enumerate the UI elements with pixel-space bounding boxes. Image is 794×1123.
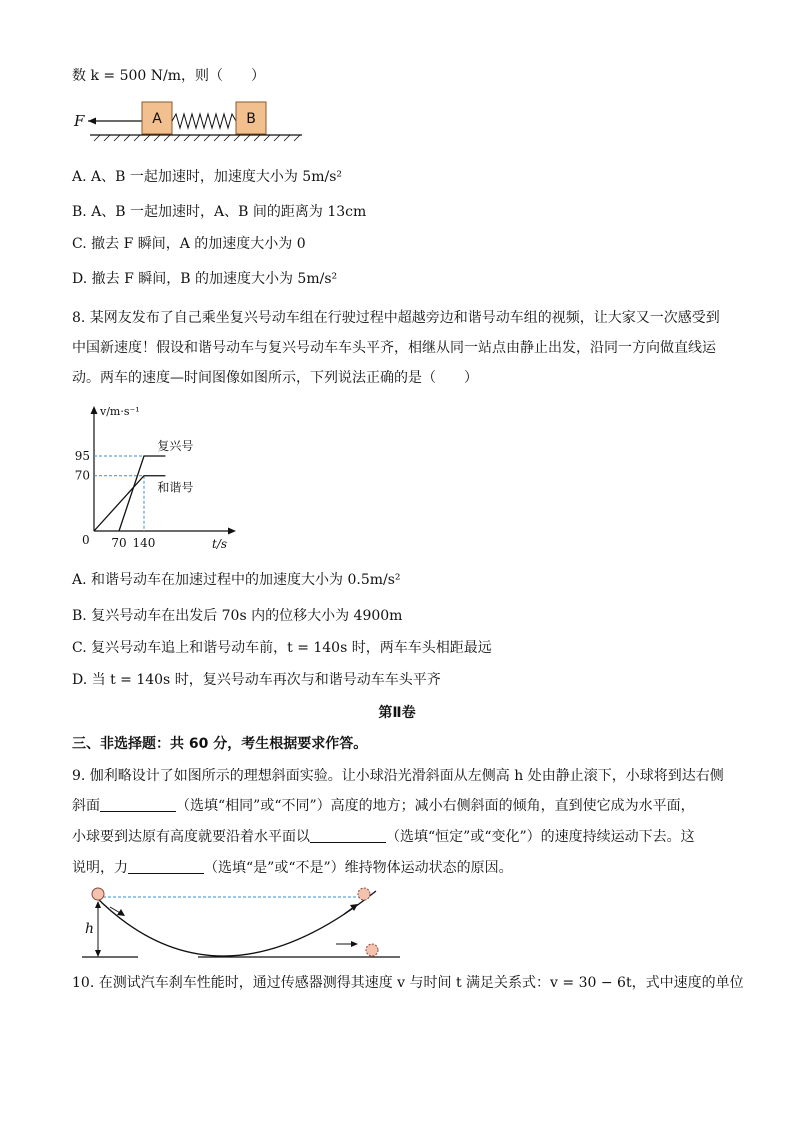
x-axis-arrow bbox=[228, 528, 236, 535]
vt-chart bbox=[70, 398, 250, 558]
q10-line-1: 10. 在测试汽车刹车性能时，通过传感器测得其速度 v 与时间 t 满足关系式：v = 30 − 6t，式中速度的单位 bbox=[72, 975, 744, 991]
block-b-label: B bbox=[246, 111, 256, 127]
q9-line-2-start: 斜面 bbox=[72, 798, 100, 814]
motion-arrowhead-floor bbox=[351, 941, 358, 947]
q9-blank-1[interactable] bbox=[100, 797, 176, 812]
curved-incline bbox=[94, 891, 376, 956]
series-label-fuxing: 复兴号 bbox=[157, 438, 194, 453]
y-axis-arrow bbox=[91, 406, 98, 414]
ball-right-incline bbox=[358, 888, 370, 900]
q9-line-4-end: （选填“是”或“不是”）维持物体运动状态的原因。 bbox=[204, 860, 513, 876]
force-label: F bbox=[74, 112, 85, 130]
q7-option-a: A. A、B 一起加速时，加速度大小为 5m/s² bbox=[72, 169, 343, 185]
ball-start bbox=[92, 888, 104, 900]
height-arrow-top bbox=[95, 901, 101, 908]
ground-hatch bbox=[94, 135, 300, 141]
q9-line-2 bbox=[72, 797, 695, 815]
q8-stem-line-1: 8. 某网友发布了自己乘坐复兴号动车组在行驶过程中超越旁边和谐号动车组的视频，让大家又一次感受到 bbox=[72, 310, 720, 326]
series-label-hexie: 和谐号 bbox=[157, 480, 194, 495]
q9-line-1: 9. 伽利略设计了如图所示的理想斜面实验。让小球沿光滑斜面从左侧高 h 处由静止滚下，小球将到达右侧 bbox=[72, 768, 724, 784]
section-title: 第Ⅱ卷 bbox=[378, 705, 416, 721]
q8-stem-line-2: 中国新速度！假设和谐号动车与复兴号动车车头平齐，相继从同一站点由静止出发，沿同一方向做直线运 bbox=[72, 340, 716, 356]
height-label: h bbox=[85, 921, 95, 937]
force-arrowhead bbox=[88, 118, 96, 125]
q8-stem-line-3: 动。两车的速度—时间图像如图所示，下列说法正确的是（ ） bbox=[72, 370, 478, 386]
q9-blank-3[interactable] bbox=[128, 859, 204, 874]
block-a-label: A bbox=[152, 111, 162, 127]
q9-line-4 bbox=[72, 859, 513, 877]
x-axis-label: t/s bbox=[212, 537, 228, 551]
ball-on-floor bbox=[366, 944, 378, 956]
y-tick-label-70: 70 bbox=[74, 468, 90, 483]
origin-label: 0 bbox=[82, 533, 90, 547]
motion-arrowhead-left bbox=[117, 909, 125, 916]
series-line-hexie bbox=[94, 476, 165, 531]
q7-option-c: C. 撤去 F 瞬间，A 的加速度大小为 0 bbox=[72, 236, 306, 252]
q8-option-b: B. 复兴号动车在出发后 70s 内的位移大小为 4900m bbox=[72, 608, 403, 624]
q7-option-b: B. A、B 一起加速时，A、B 间的距离为 13cm bbox=[72, 204, 367, 220]
x-tick-label-70: 70 bbox=[111, 536, 127, 550]
q8-option-c: C. 复兴号动车追上和谐号动车前，t = 140s 时，两车车头相距最远 bbox=[72, 640, 492, 656]
q7-tail: 数 k = 500 N/m，则（ ） bbox=[72, 68, 265, 84]
spring bbox=[172, 114, 236, 128]
q9-line-2-end: （选填“相同”或“不同”）高度的地方；减小右侧斜面的倾角，直到使它成为水平面， bbox=[176, 798, 695, 814]
q8-option-d: D. 当 t = 140s 时，复兴号动车再次与和谐号动车车头平齐 bbox=[72, 672, 441, 688]
q9-line-3-start: 小球要到达原有高度就要沿着水平面以 bbox=[72, 829, 310, 845]
q7-option-d: D. 撤去 F 瞬间，B 的加速度大小为 5m/s² bbox=[72, 271, 338, 287]
height-arrow-bottom bbox=[95, 950, 101, 957]
q8-option-a: A. 和谐号动车在加速过程中的加速度大小为 0.5m/s² bbox=[72, 572, 401, 588]
y-axis-label: v/m·s⁻¹ bbox=[100, 405, 140, 418]
galileo-incline-figure bbox=[78, 883, 418, 968]
q7-figure bbox=[70, 95, 310, 145]
q9-blank-2[interactable] bbox=[310, 828, 386, 843]
section-heading: 三、非选择题：共 60 分，考生根据要求作答。 bbox=[72, 736, 368, 752]
y-tick-label-95: 95 bbox=[74, 448, 90, 463]
q9-line-4-start: 说明，力 bbox=[72, 860, 128, 876]
q9-line-3 bbox=[72, 828, 695, 846]
x-tick-label-140: 140 bbox=[132, 536, 156, 550]
q9-line-3-end: （选填“恒定”或“变化”）的速度持续运动下去。这 bbox=[386, 829, 695, 845]
